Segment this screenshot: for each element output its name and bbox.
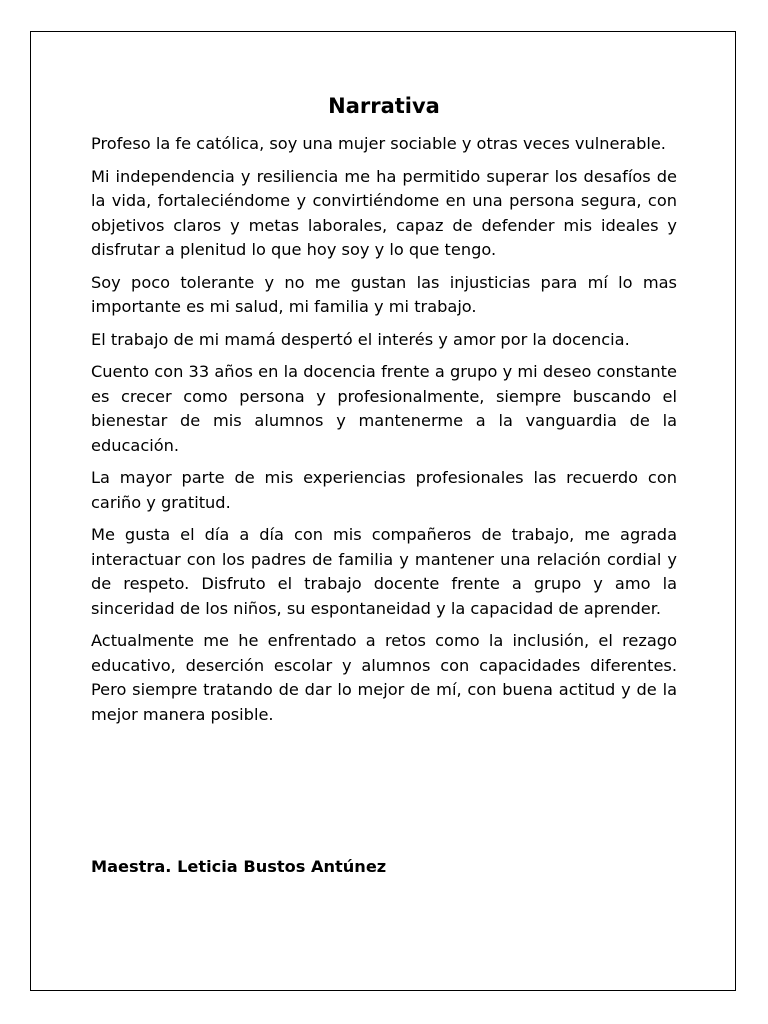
paragraph-daily-work: Me gusta el día a día con mis compañeros de trabajo, me agrada interactuar con los padres de familia y mantener una relación cordial y de respeto. Disfruto el trabajo docente frente a grupo y amo la sinceridad de los niños, su espontaneidad y la capacidad de aprender. [91,525,677,618]
document-body [91,132,677,735]
paragraph-faith: Profeso la fe católica, soy una mujer sociable y otras veces vulnerable. [91,134,666,153]
paragraph-memories: La mayor parte de mis experiencias profesionales las recuerdo con cariño y gratitud. [91,468,677,512]
paragraph-mother: El trabajo de mi mamá despertó el interés y amor por la docencia. [91,329,630,349]
paragraph-resilience: Mi independencia y resiliencia me ha permitido superar los desafíos de la vida, fortaleciéndome y convirtiéndome en una persona segura, con objetivos claros y metas laborales, capaz de defender mis ideales y disfrutar a plenitud lo que hoy soy y lo que tengo. [91,166,677,259]
document-title: Narrativa [328,94,440,118]
paragraph-values: Soy poco tolerante y no me gustan las injusticias para mí lo mas importante es mi salud, mi familia y mi trabajo. [91,272,677,316]
paragraph-experience-years: Cuento con 33 años en la docencia frente a grupo y mi deseo constante es crecer como persona y profesionalmente, siempre buscando el bienestar de mis alumnos y mantenerme a la vanguardia de la educación. [91,362,677,455]
paragraph-challenges: Actualmente me he enfrentado a retos como la inclusión, el rezago educativo, deserción escolar y alumnos con capacidades diferentes. Pero siempre tratando de dar lo mejor de mí, con buena actitud y de la mejor manera posible. [91,631,677,724]
signature: Maestra. Leticia Bustos Antúnez [91,857,387,876]
